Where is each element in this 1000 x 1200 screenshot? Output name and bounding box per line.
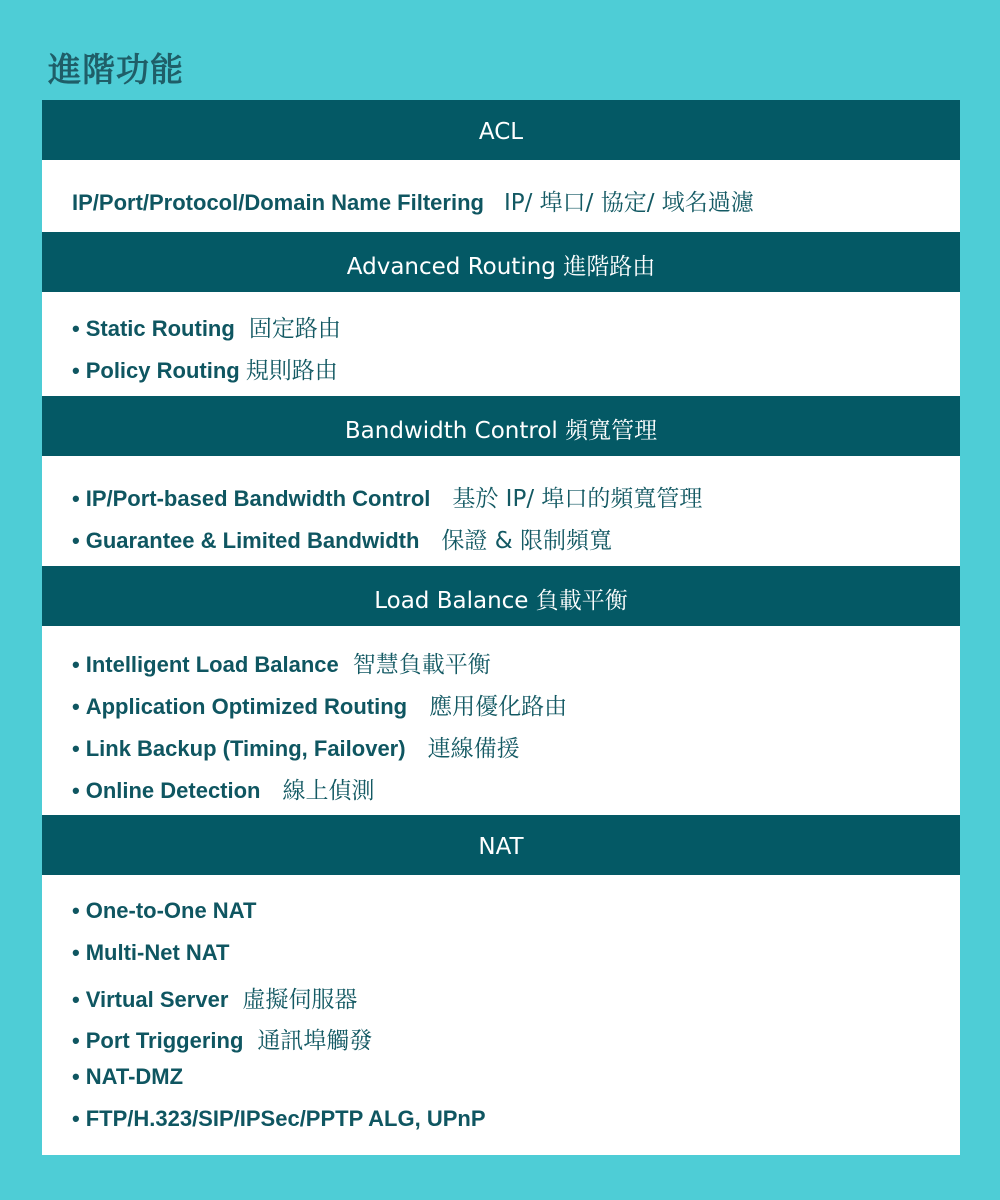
bullet: • <box>72 778 80 803</box>
bullet: • <box>72 652 80 677</box>
bullet: • <box>72 1106 80 1131</box>
item-english: Static Routing <box>85 316 235 341</box>
item-chinese: 虛擬伺服器 <box>242 987 358 1013</box>
section-header-advanced-routing: Advanced Routing 進階路由 <box>42 232 960 292</box>
item-chinese: 線上偵測 <box>282 778 375 804</box>
list-item <box>72 1022 372 1055</box>
list-item <box>72 898 256 924</box>
item-chinese: 連線備援 <box>427 736 520 762</box>
list-item <box>72 688 567 721</box>
item-english: Intelligent Load Balance <box>85 652 339 677</box>
list-item <box>72 184 754 217</box>
list-item <box>72 981 357 1014</box>
item-english: NAT-DMZ <box>85 1064 184 1089</box>
item-english: IP/Port-based Bandwidth Control <box>85 486 431 511</box>
section-header-load-balance: Load Balance 負載平衡 <box>42 566 960 626</box>
item-english: Guarantee & Limited Bandwidth <box>85 528 420 553</box>
item-english: Application Optimized Routing <box>85 694 408 719</box>
item-english: IP/Port/Protocol/Domain Name Filtering <box>72 190 484 215</box>
item-english: Virtual Server <box>85 987 229 1012</box>
list-item <box>72 352 338 385</box>
bullet: • <box>72 358 80 383</box>
bullet: • <box>72 1028 80 1053</box>
section-header-bandwidth-control: Bandwidth Control 頻寬管理 <box>42 396 960 456</box>
section-header-nat: NAT <box>42 815 960 875</box>
item-english: Port Triggering <box>85 1028 244 1053</box>
bullet: • <box>72 1064 80 1089</box>
item-chinese: IP/ 埠口/ 協定/ 域名過濾 <box>503 190 754 216</box>
list-item <box>72 1064 183 1090</box>
bullet: • <box>72 898 80 923</box>
item-chinese: 規則路由 <box>245 358 338 384</box>
item-english: Policy Routing <box>85 358 240 383</box>
list-item <box>72 1106 486 1132</box>
item-english: Link Backup (Timing, Failover) <box>85 736 406 761</box>
bullet: • <box>72 528 80 553</box>
bullet: • <box>72 736 80 761</box>
bullet: • <box>72 940 80 965</box>
item-chinese: 保證 & 限制頻寬 <box>441 528 612 554</box>
item-chinese: 固定路由 <box>248 316 341 342</box>
bullet: • <box>72 694 80 719</box>
item-chinese: 智慧負載平衡 <box>352 652 491 678</box>
bullet: • <box>72 316 80 341</box>
features-panel <box>42 100 960 1155</box>
list-item <box>72 940 230 966</box>
list-item <box>72 772 375 805</box>
list-item <box>72 646 491 679</box>
item-chinese: 基於 IP/ 埠口的頻寬管理 <box>452 486 703 512</box>
item-english: One-to-One NAT <box>85 898 257 923</box>
item-english: FTP/H.323/SIP/IPSec/PPTP ALG, UPnP <box>85 1106 486 1131</box>
list-item <box>72 480 702 513</box>
bullet: • <box>72 486 80 511</box>
item-chinese: 應用優化路由 <box>429 694 568 720</box>
list-item <box>72 522 612 555</box>
list-item <box>72 730 520 763</box>
section-header-acl: ACL <box>42 100 960 160</box>
page-title: 進階功能 <box>48 50 184 89</box>
item-english: Online Detection <box>85 778 261 803</box>
list-item <box>72 310 341 343</box>
item-chinese: 通訊埠觸發 <box>257 1028 373 1054</box>
item-english: Multi-Net NAT <box>85 940 230 965</box>
bullet: • <box>72 987 80 1012</box>
